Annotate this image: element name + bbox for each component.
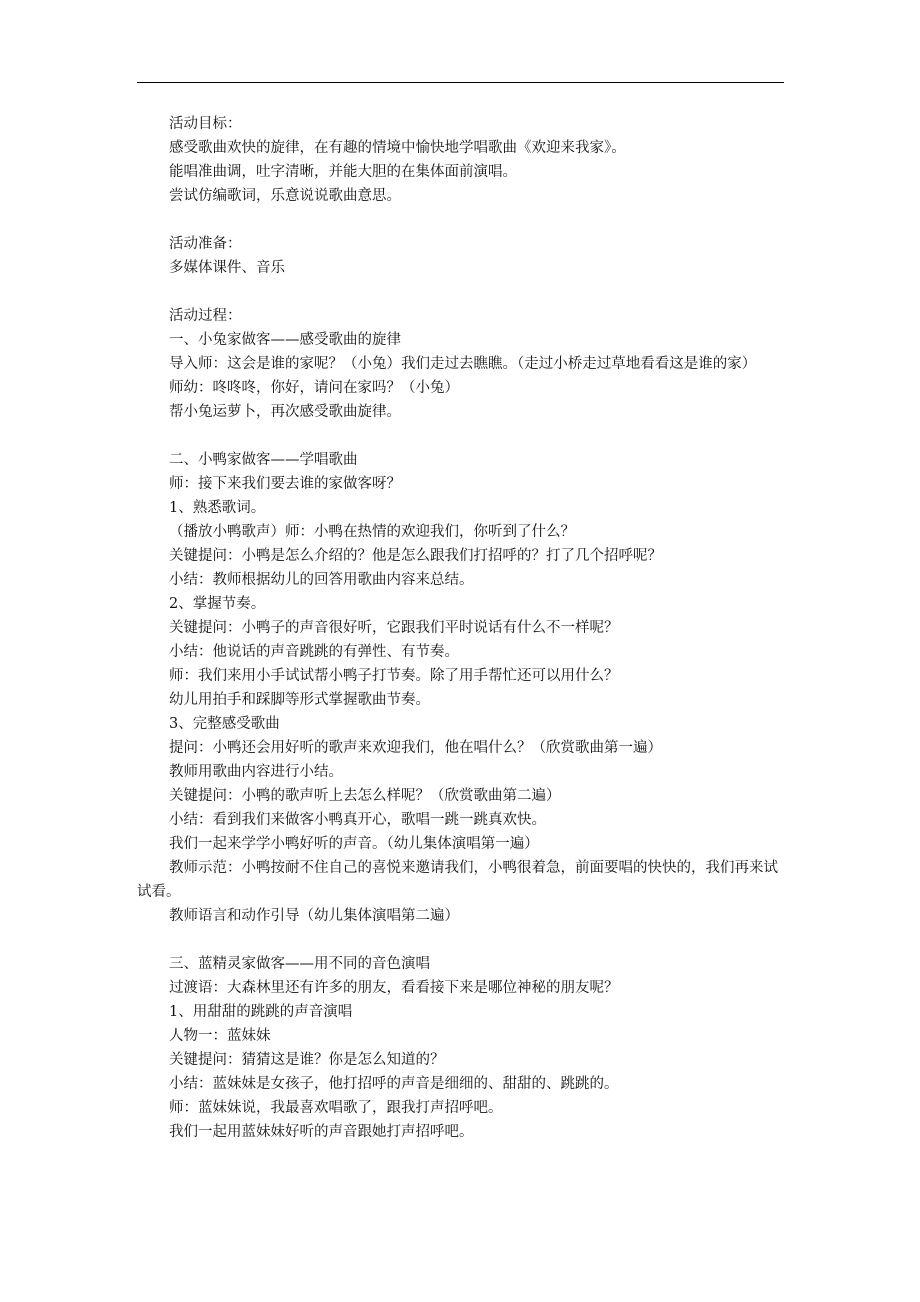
section-goals — [137, 112, 784, 208]
text-line: 能唱准曲调，吐字清晰，并能大胆的在集体面前演唱。 — [169, 164, 517, 180]
text-line: （播放小鸭歌声）师：小鸭在热情的欢迎我们，你听到了什么？ — [169, 524, 575, 540]
text-line: 师：我们来用小手试试帮小鸭子打节奏。除了用手帮忙还可以用什么？ — [169, 668, 619, 684]
text-paragraph: 教师示范：小鸭按耐不住自己的喜悦来邀请我们，小鸭很着急，前面要唱的快快的，我们再来试试看。 — [137, 860, 778, 900]
section-process-part2 — [137, 448, 784, 928]
subsection-heading: 一、小兔家做客——感受歌曲的旋律 — [169, 332, 401, 348]
subsection-heading: 三、蓝精灵家做客——用不同的音色演唱 — [169, 956, 430, 972]
text-line: 帮小兔运萝卜，再次感受歌曲旋律。 — [169, 404, 401, 420]
document-body — [137, 112, 784, 1144]
text-line: 师：蓝妹妹说，我最喜欢唱歌了，跟我打声招呼吧。 — [169, 1100, 503, 1116]
text-line: 2、掌握节奏。 — [169, 596, 266, 612]
section-preparation — [137, 232, 784, 280]
header-rule — [137, 82, 784, 83]
subsection-heading: 二、小鸭家做客——学唱歌曲 — [169, 452, 358, 468]
section-gap — [137, 208, 784, 232]
section-gap — [137, 424, 784, 448]
text-line: 我们一起用蓝妹妹好听的声音跟她打声招呼吧。 — [169, 1124, 474, 1140]
text-line: 提问：小鸭还会用好听的歌声来欢迎我们，他在唱什么？（欣赏歌曲第一遍） — [169, 740, 662, 756]
section-process-part1 — [137, 304, 784, 424]
text-line: 多媒体课件、音乐 — [169, 260, 285, 276]
text-line: 关键提问：猜猜这是谁？你是怎么知道的？ — [169, 1052, 445, 1068]
section-heading: 活动目标： — [169, 116, 242, 132]
text-line: 教师用歌曲内容进行小结。 — [169, 764, 343, 780]
text-line: 关键提问：小鸭子的声音很好听，它跟我们平时说话有什么不一样呢？ — [169, 620, 619, 636]
section-gap — [137, 280, 784, 304]
text-line: 小结：教师根据幼儿的回答用歌曲内容来总结。 — [169, 572, 474, 588]
text-line: 小结：看到我们来做客小鸭真开心，歌唱一跳一跳真欢快。 — [169, 812, 546, 828]
text-line: 1、熟悉歌词。 — [169, 500, 266, 516]
text-line: 关键提问：小鸭的歌声听上去怎么样呢？（欣赏歌曲第二遍） — [169, 788, 561, 804]
text-line: 小结：蓝妹妹是女孩子，他打招呼的声音是细细的、甜甜的、跳跳的。 — [169, 1076, 619, 1092]
text-paragraph: 导入师：这会是谁的家呢？（小兔）我们走过去瞧瞧。（走过小桥走过草地看看这是谁的家） — [169, 356, 757, 372]
text-line: 3、完整感受歌曲 — [169, 716, 280, 732]
text-line: 教师语言和动作引导（幼儿集体演唱第二遍） — [169, 908, 459, 924]
text-line: 尝试仿编歌词，乐意说说歌曲意思。 — [169, 188, 401, 204]
text-line: 我们一起来学学小鸭好听的声音。（幼儿集体演唱第一遍） — [169, 836, 539, 852]
text-line: 师：接下来我们要去谁的家做客呀？ — [169, 476, 401, 492]
section-heading: 活动过程： — [169, 308, 242, 324]
text-line: 关键提问：小鸭是怎么介绍的？他是怎么跟我们打招呼的？打了几个招呼呢？ — [169, 548, 662, 564]
text-line: 人物一：蓝妹妹 — [169, 1028, 271, 1044]
text-line: 感受歌曲欢快的旋律，在有趣的情境中愉快地学唱歌曲《欢迎来我家》。 — [169, 140, 626, 156]
text-line: 幼儿用拍手和踩脚等形式掌握歌曲节奏。 — [169, 692, 430, 708]
section-gap — [137, 928, 784, 952]
section-process-part3 — [137, 952, 784, 1144]
section-heading: 活动准备： — [169, 236, 242, 252]
text-line: 1、用甜甜的跳跳的声音演唱 — [169, 1004, 353, 1020]
text-line: 师幼：咚咚咚，你好，请问在家吗？（小兔） — [169, 380, 459, 396]
text-line: 过渡语：大森林里还有许多的朋友，看看接下来是哪位神秘的朋友呢？ — [169, 980, 619, 996]
text-line: 小结：他说话的声音跳跳的有弹性、有节奏。 — [169, 644, 459, 660]
